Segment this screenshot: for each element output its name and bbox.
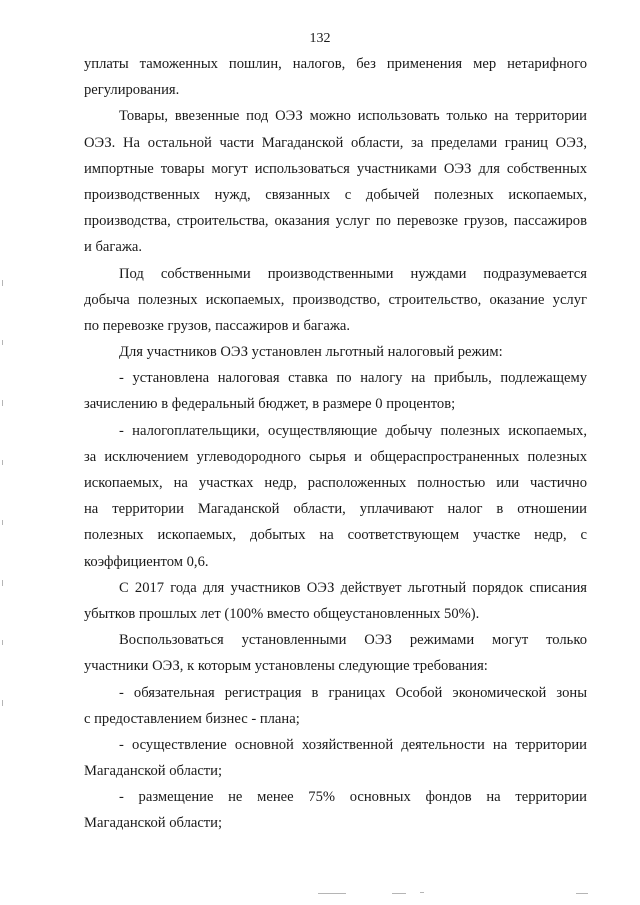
text-line: коэффициентом 0,6. (84, 553, 209, 570)
text-line: зачислению в федеральный бюджет, в размере 0 процентов; (84, 396, 456, 413)
page-number: 132 (309, 31, 331, 46)
text-line: полезных ископаемых, добытых на соответствующем участке недр, с (84, 527, 587, 544)
text-line: Для участников ОЭЗ установлен льготный налоговый режим: (119, 344, 503, 361)
scan-artifact-bottom-2 (392, 893, 406, 894)
text-line: С 2017 года для участников ОЭЗ действует льготный порядок списания (119, 579, 587, 596)
text-line: Товары, ввезенные под ОЭЗ можно использовать только на территории (119, 108, 587, 125)
text-line: с предоставлением бизнес - плана; (84, 710, 300, 727)
text-line: регулирования. (84, 82, 180, 99)
text-line: импортные товары могут использоваться участниками ОЭЗ для собственных (84, 160, 587, 177)
scan-artifact-left-5 (2, 520, 3, 525)
scan-artifact-left-3 (2, 400, 3, 406)
text-line: производственных нужд, связанных с добычей полезных ископаемых, (84, 186, 587, 203)
scan-artifact-left-4 (2, 460, 3, 465)
text-line: по перевозке грузов, пассажиров и багажа. (84, 317, 351, 334)
text-line: за исключением углеводородного сырья и общераспространенных полезных (84, 448, 587, 465)
scan-artifact-left-2 (2, 340, 3, 345)
scan-artifact-bottom-4 (576, 893, 588, 894)
text-line: - обязательная регистрация в границах Особой экономической зоны (119, 684, 587, 701)
scan-artifact-left-8 (2, 700, 3, 706)
text-line: ОЭЗ. На остальной части Магаданской области, за пределами границ ОЭЗ, (84, 134, 587, 151)
text-line: и багажа. (84, 239, 143, 256)
text-line: производства, строительства, оказания услуг по перевозке грузов, пассажиров (84, 213, 587, 230)
scan-artifact-left-1 (2, 280, 3, 286)
scan-artifact-bottom-3 (420, 892, 424, 893)
text-line: на территории Магаданской области, уплачивают налог в отношении (84, 501, 587, 518)
scan-artifact-left-6 (2, 580, 3, 586)
text-line: - налогоплательщики, осуществляющие добычу полезных ископаемых, (119, 422, 587, 439)
text-line: ископаемых, на участках недр, расположенных полностью или частично (84, 475, 587, 491)
text-line: добыча полезных ископаемых, производство, строительство, оказание услуг (84, 291, 587, 308)
text-line: Магаданской области; (84, 763, 223, 780)
text-line: - осуществление основной хозяйственной деятельности на территории (119, 736, 587, 753)
text-line: участники ОЭЗ, к которым установлены следующие требования: (84, 658, 488, 675)
text-line: Под собственными производственными нуждами подразумевается (119, 265, 587, 282)
scan-artifact-left-7 (2, 640, 3, 645)
text-line: - установлена налоговая ставка по налогу на прибыль, подлежащему (119, 370, 587, 387)
text-line: Воспользоваться установленными ОЭЗ режимами могут только (119, 632, 587, 649)
text-line: уплаты таможенных пошлин, налогов, без применения мер нетарифного (84, 56, 587, 72)
text-line: - размещение не менее 75% основных фондов на территории (119, 789, 587, 806)
text-line: убытков прошлых лет (100% вместо общеустановленных 50%). (84, 605, 480, 622)
text-line: Магаданской области; (84, 815, 223, 832)
body-text (84, 51, 587, 837)
scan-artifact-bottom-1 (318, 893, 346, 894)
